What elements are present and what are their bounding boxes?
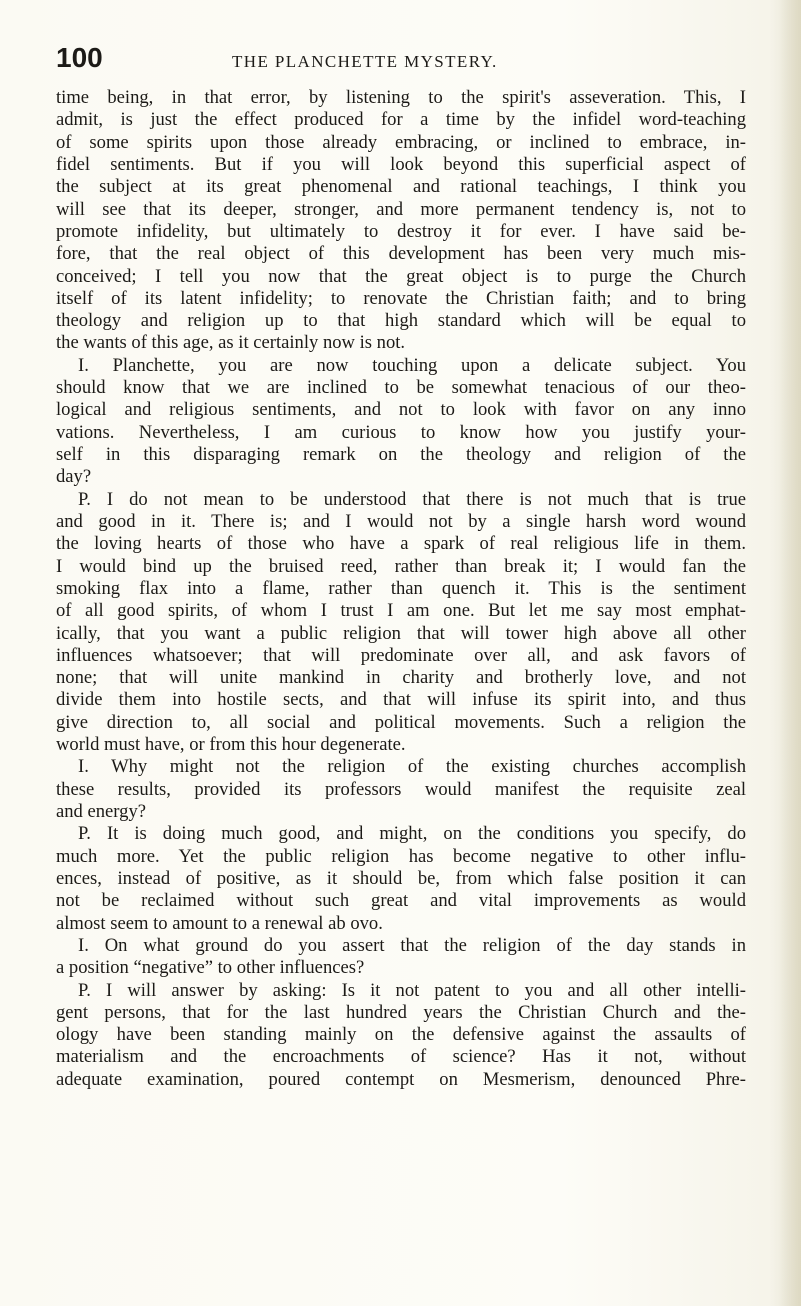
text-line: theology and religion up to that high standard which will be equal to [56,310,746,332]
text-line: fidel sentiments. But if you will look beyond this superficial aspect of [56,153,746,175]
text-line: and energy? [56,801,146,822]
text-line: conceived; I tell you now that the great object is to purge the Church [56,265,746,287]
text-line: divide them into hostile sects, and that will infuse its spirit into, and thus [56,689,746,711]
text-line: I would bind up the bruised reed, rather than break it; I would fan the [56,555,746,577]
text-line: the wants of this age, as it certainly now is not. [56,332,406,354]
page-number: 100 [56,42,103,73]
running-head [56,40,716,80]
text-line: the subject at its great phenomenal and rational teachings, I think you [56,176,746,198]
text-line: itself of its latent infidelity; to renovate the Christian faith; and to bring [56,287,746,309]
text-line: the loving hearts of those who have a spark of real religious life in them. [56,533,746,555]
text-line: gent persons, that for the last hundred years the Christian Church and the- [56,1001,746,1023]
text-line: adequate examination, poured contempt on Mesmerism, denounced Phre- [56,1068,746,1090]
text-line: ences, instead of positive, as it should be, from which false position it can [56,867,746,889]
text-line: will see that its deeper, stronger, and more permanent tendency is, not to [56,198,746,220]
text-line: admit, is just the effect produced for a time by the infidel word-teaching [56,109,746,131]
text-line: of some spirits upon those already embracing, or inclined to embrace, in- [56,131,746,153]
running-title: THE PLANCHETTE MYSTERY. [232,52,498,71]
page-edge-shadow [779,0,801,1306]
text-line: I. Planchette, you are now touching upon a delicate subject. You [78,354,746,376]
text-line: smoking flax into a flame, rather than quench it. This is the sentiment [56,577,746,599]
text-line: fore, that the real object of this development has been very much mis- [56,243,746,265]
text-line: and good in it. There is; and I would not by a single harsh word wound [56,510,746,532]
text-line: materialism and the encroachments of science? Has it not, without [56,1046,746,1068]
text-line: influences whatsoever; that will predominate over all, and ask favors of [56,644,746,666]
text-line: these results, provided its professors would manifest the requisite zeal [56,778,746,800]
text-line: self in this disparaging remark on the theology and religion of the [56,444,746,465]
text-line: P. I will answer by asking: Is it not patent to you and all other intelli- [78,979,746,1001]
text-line: none; that will unite mankind in charity and brotherly love, and not [56,667,746,689]
text-line: I. Why might not the religion of the existing churches accomplish [78,756,746,778]
text-line: P. I do not mean to be understood that there is not much that is true [78,488,746,510]
text-line: a position “negative” to other influences? [56,957,365,979]
text-line: I. On what ground do you assert that the religion of the day stands in [78,934,746,956]
text-line: should know that we are inclined to be somewhat tenacious of our theo- [56,377,746,399]
text-line: day? [56,466,92,488]
text-line: promote infidelity, but ultimately to destroy it for ever. I have said be- [56,220,746,242]
text-line: give direction to, all social and political movements. Such a religion the [56,711,746,733]
text-line: P. It is doing much good, and might, on the conditions you specify, do [78,823,746,845]
text-line: of all good spirits, of whom I trust I am one. But let me say most emphat- [56,600,746,622]
text-line: almost seem to amount to a renewal ab ovo. [56,912,383,934]
text-line: time being, in that error, by listening to the spirit's asseveration. This, I [56,87,746,108]
text-line: logical and religious sentiments, and not to look with favor on any inno [56,399,746,421]
text-line: not be reclaimed without such great and vital improvements as would [56,890,746,912]
text-line: ology have been standing mainly on the defensive against the assaults of [56,1024,746,1046]
text-line: ically, that you want a public religion that will tower high above all other [56,622,746,644]
text-line: vations. Nevertheless, I am curious to know how you justify your- [56,421,746,443]
text-line: much more. Yet the public religion has become negative to other influ- [56,845,746,867]
body-text [56,87,746,1091]
text-line: world must have, or from this hour degenerate. [56,734,406,756]
